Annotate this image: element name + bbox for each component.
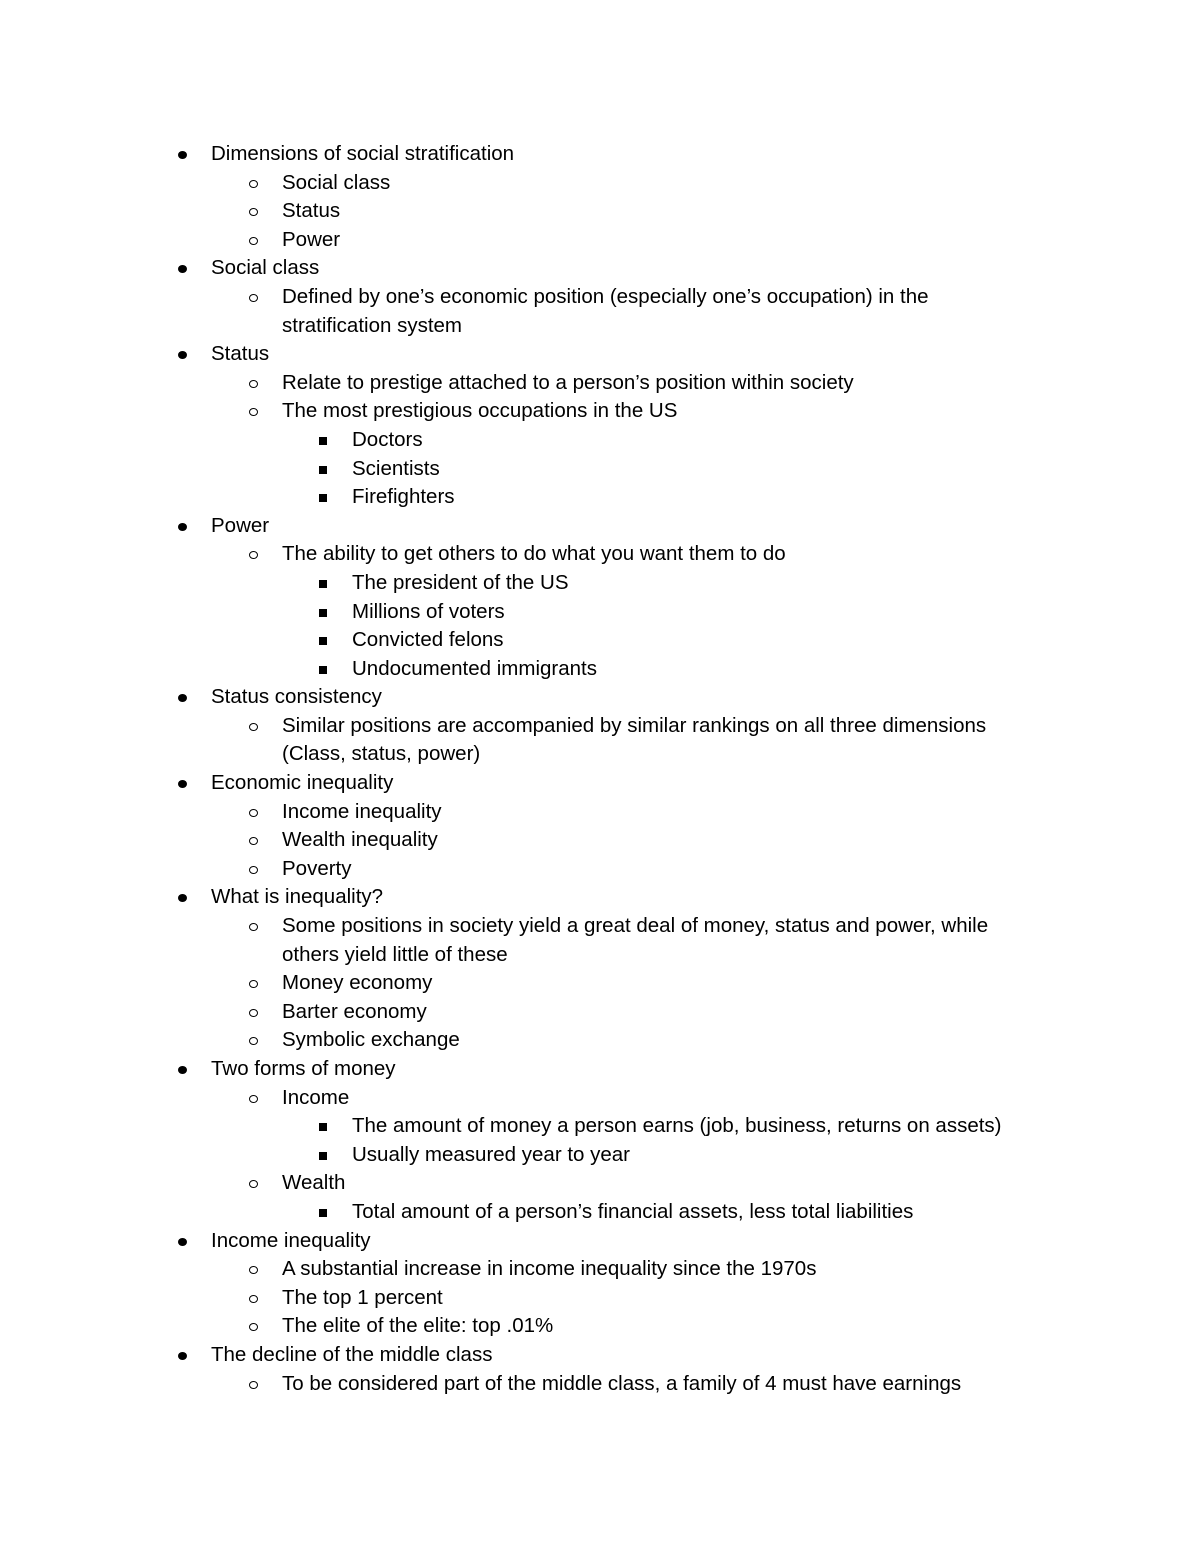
outline-item-level-1 [0, 397, 1042, 426]
outline-item-level-2 [0, 626, 1052, 655]
outline-item-level-2 [0, 455, 1052, 484]
hollow-circle-bullet-icon [249, 866, 258, 874]
outline-item-text: The most prestigious occupations in the US [282, 399, 678, 423]
outline-item-text: Power [211, 513, 270, 537]
filled-square-bullet-icon [319, 466, 327, 474]
outline-item-text: The decline of the middle class [211, 1342, 493, 1366]
outline-item-level-1 [0, 1255, 1042, 1284]
hollow-circle-bullet-icon [249, 380, 258, 388]
outline-item-level-1 [0, 1084, 1042, 1113]
outline-item-level-0 [0, 1227, 1031, 1256]
document-outline [0, 140, 1200, 1398]
outline-item-level-1 [0, 1169, 1042, 1198]
outline-item-text: Millions of voters [352, 599, 505, 623]
outline-item-text: Income inequality [282, 799, 442, 823]
outline-item-level-1 [0, 969, 1042, 998]
outline-item-level-1 [0, 1370, 1042, 1399]
hollow-circle-bullet-icon [249, 208, 258, 216]
hollow-circle-bullet-icon [249, 294, 258, 302]
filled-circle-bullet-icon [178, 780, 187, 788]
outline-item-level-1 [0, 369, 1042, 398]
outline-item-text: Firefighters [352, 485, 455, 509]
outline-item-text: The ability to get others to do what you want them to do [282, 542, 786, 566]
outline-item-text: Usually measured year to year [352, 1142, 631, 1166]
outline-item-level-2 [0, 1198, 1052, 1227]
outline-item-text: Similar positions are accompanied by similar rankings on all three dimensions (Class, status, power) [282, 713, 987, 766]
outline-item-text: Wealth inequality [282, 828, 438, 852]
outline-item-text: The amount of money a person earns (job, business, returns on assets) [352, 1114, 1002, 1138]
outline-item-level-0 [0, 254, 1031, 283]
outline-item-level-1 [0, 283, 1042, 340]
outline-item-text: Two forms of money [211, 1057, 396, 1080]
outline-item-text: Barter economy [282, 999, 427, 1023]
outline-item-text: Total amount of a person’s financial assets, less total liabilities [352, 1199, 914, 1223]
filled-circle-bullet-icon [178, 1352, 187, 1360]
outline-item-text: Scientists [352, 456, 440, 480]
outline-item-level-2 [0, 655, 1052, 684]
filled-square-bullet-icon [319, 494, 327, 502]
hollow-circle-bullet-icon [249, 1009, 258, 1017]
outline-item-text: Income inequality [211, 1228, 371, 1252]
hollow-circle-bullet-icon [249, 923, 258, 931]
hollow-circle-bullet-icon [249, 1266, 258, 1274]
outline-item-text: Poverty [282, 856, 352, 880]
outline-item-level-1 [0, 912, 1042, 969]
filled-circle-bullet-icon [178, 265, 187, 273]
outline-item-level-0 [0, 340, 1031, 369]
filled-circle-bullet-icon [178, 523, 187, 531]
hollow-circle-bullet-icon [249, 723, 258, 731]
outline-item-level-2 [0, 483, 1052, 512]
outline-item-level-2 [0, 569, 1052, 598]
outline-item-text: The president of the US [352, 570, 569, 594]
outline-item-text: Undocumented immigrants [352, 656, 597, 680]
outline-item-text: Power [282, 227, 341, 251]
outline-item-level-2 [0, 426, 1052, 455]
outline-item-text: Status [282, 199, 341, 223]
outline-item-level-1 [0, 712, 1042, 769]
outline-item-text: Income [282, 1085, 350, 1109]
outline-item-text: Relate to prestige attached to a person’s position within society [282, 370, 854, 394]
outline-item-text: Status consistency [211, 685, 382, 709]
filled-square-bullet-icon [319, 609, 327, 617]
outline-item-text: Wealth [282, 1171, 346, 1195]
outline-item-level-1 [0, 226, 1042, 255]
outline-item-text: The top 1 percent [282, 1285, 443, 1309]
outline-item-text: What is inequality? [211, 885, 384, 909]
outline-item-level-2 [0, 1112, 1052, 1141]
outline-item-level-0 [0, 683, 1031, 712]
outline-item-level-1 [0, 826, 1042, 855]
hollow-circle-bullet-icon [249, 837, 258, 845]
outline-item-level-1 [0, 1284, 1042, 1313]
hollow-circle-bullet-icon [249, 1180, 258, 1188]
outline-item-text: Some positions in society yield a great deal of money, status and power, while others yield little of these [282, 914, 989, 966]
outline-item-level-1 [0, 855, 1042, 884]
hollow-circle-bullet-icon [249, 408, 258, 416]
outline-item-level-1 [0, 1312, 1042, 1341]
outline-item-text: Economic inequality [211, 771, 394, 795]
outline-item-level-2 [0, 598, 1052, 627]
hollow-circle-bullet-icon [249, 1095, 258, 1103]
hollow-circle-bullet-icon [249, 980, 258, 988]
outline-item-text: Doctors [352, 427, 423, 451]
outline-item-text: A substantial increase in income inequality since the 1970s [282, 1257, 817, 1281]
outline-item-level-0 [0, 1341, 1031, 1370]
outline-item-text: Convicted felons [352, 628, 504, 652]
outline-item-level-1 [0, 998, 1042, 1027]
outline-item-level-1 [0, 169, 1042, 198]
outline-item-text: Symbolic exchange [282, 1028, 460, 1052]
filled-square-bullet-icon [319, 637, 327, 645]
outline-item-level-1 [0, 1026, 1042, 1055]
hollow-circle-bullet-icon [249, 809, 258, 817]
hollow-circle-bullet-icon [249, 1381, 258, 1389]
outline-item-text: To be considered part of the middle class, a family of 4 must have earnings [282, 1371, 962, 1395]
hollow-circle-bullet-icon [249, 180, 258, 188]
outline-item-text: Social class [211, 256, 320, 280]
hollow-circle-bullet-icon [249, 1037, 258, 1045]
outline-item-level-0 [0, 769, 1031, 798]
outline-item-level-0 [0, 883, 1031, 912]
hollow-circle-bullet-icon [249, 1295, 258, 1303]
outline-item-level-2 [0, 1141, 1052, 1170]
filled-circle-bullet-icon [178, 351, 187, 359]
hollow-circle-bullet-icon [249, 1323, 258, 1331]
filled-circle-bullet-icon [178, 894, 187, 902]
outline-item-level-0 [0, 512, 1031, 541]
filled-square-bullet-icon [319, 666, 327, 674]
outline-item-text: Defined by one’s economic position (especially one’s occupation) in the stratification system [282, 284, 929, 337]
filled-square-bullet-icon [319, 1209, 327, 1217]
filled-square-bullet-icon [319, 1152, 327, 1160]
filled-circle-bullet-icon [178, 1238, 187, 1246]
outline-item-level-1 [0, 197, 1042, 226]
outline-item-text: The elite of the elite: top .01% [282, 1314, 554, 1338]
hollow-circle-bullet-icon [249, 551, 258, 559]
outline-item-text: Money economy [282, 971, 433, 995]
hollow-circle-bullet-icon [249, 237, 258, 245]
filled-circle-bullet-icon [178, 151, 187, 159]
filled-circle-bullet-icon [178, 694, 187, 702]
outline-item-level-0 [0, 140, 1031, 169]
outline-item-text: Social class [282, 170, 391, 194]
filled-circle-bullet-icon [178, 1066, 187, 1074]
filled-square-bullet-icon [319, 580, 327, 588]
outline-item-level-1 [0, 798, 1042, 827]
outline-item-level-0 [0, 1055, 1031, 1084]
outline-item-text: Dimensions of social stratification [211, 142, 515, 165]
filled-square-bullet-icon [319, 437, 327, 445]
outline-item-level-1 [0, 540, 1042, 569]
filled-square-bullet-icon [319, 1123, 327, 1131]
outline-item-text: Status [211, 342, 270, 366]
